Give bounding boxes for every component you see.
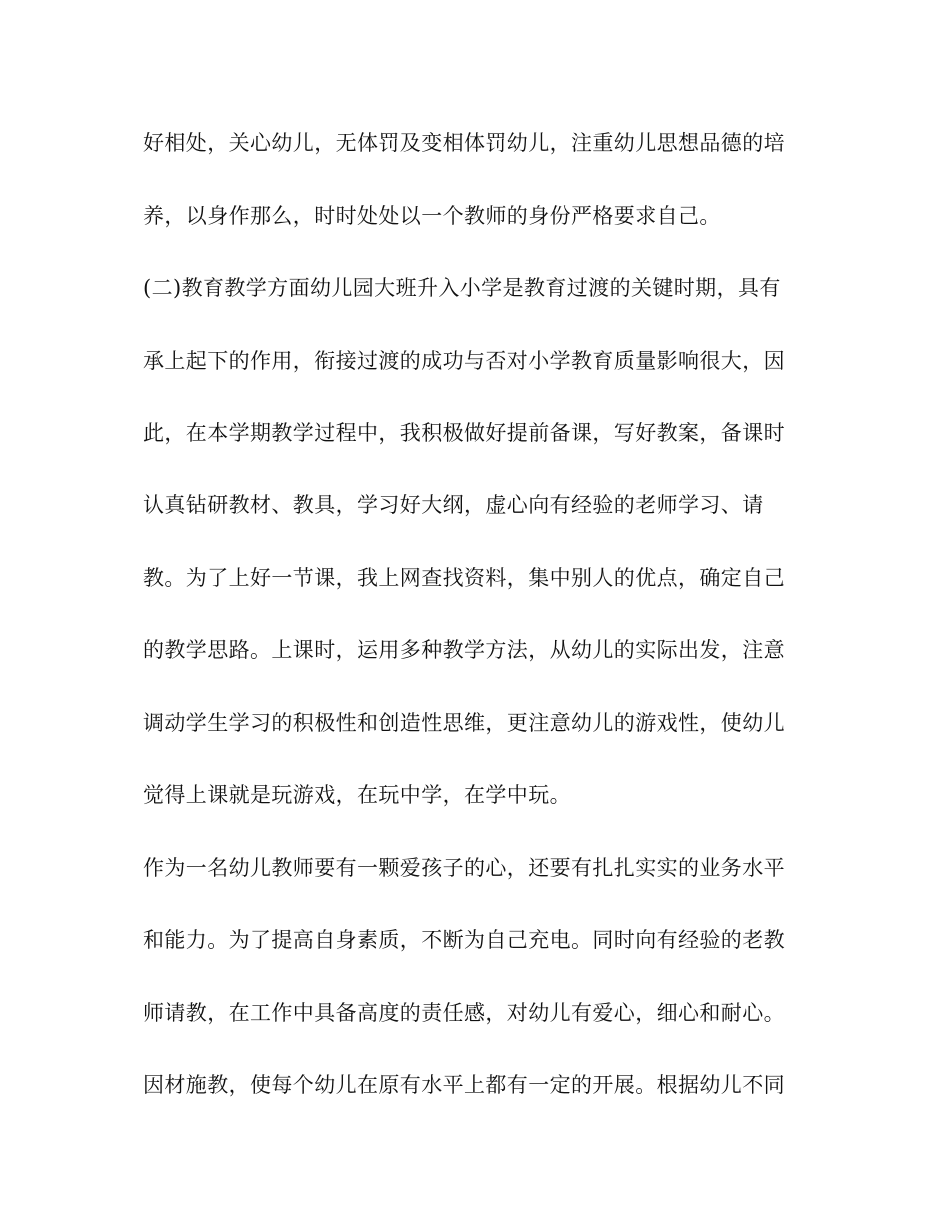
text-line-9: 调动学生学习的积极性和创造性思维，更注意幼儿的游戏性，使幼儿 bbox=[143, 711, 785, 735]
text-line-11: 作为一名幼儿教师要有一颗爱孩子的心，还要有扎扎实实的业务水平 bbox=[143, 856, 785, 880]
text-line-3: (二)教育教学方面幼儿园大班升入小学是教育过渡的关键时期，具有 bbox=[143, 276, 781, 300]
text-line-8: 的教学思路。上课时，运用多种教学方法，从幼儿的实际出发，注意 bbox=[143, 638, 785, 662]
text-line-6: 认真钻研教材、教具，学习好大纲，虚心向有经验的老师学习、请 bbox=[143, 493, 764, 517]
text-line-7: 教。为了上好一节课，我上网查找资料，集中别人的优点，确定自己 bbox=[143, 566, 785, 590]
text-line-14: 因材施教，使每个幼儿在原有水平上都有一定的开展。根据幼儿不同 bbox=[143, 1073, 785, 1097]
text-line-5: 此，在本学期教学过程中，我积极做好提前备课，写好教案，备课时 bbox=[143, 421, 785, 445]
text-line-10: 觉得上课就是玩游戏，在玩中学，在学中玩。 bbox=[143, 783, 571, 807]
text-line-2: 养，以身作那么，时时处处以一个教师的身份严格要求自己。 bbox=[143, 204, 721, 228]
text-line-12: 和能力。为了提高自身素质，不断为自己充电。同时向有经验的老教 bbox=[143, 928, 785, 952]
text-line-4: 承上起下的作用，衔接过渡的成功与否对小学教育质量影响很大，因 bbox=[143, 349, 785, 373]
text-line-1: 好相处，关心幼儿，无体罚及变相体罚幼儿，注重幼儿思想品德的培 bbox=[143, 131, 785, 155]
text-line-13: 师请教，在工作中具备高度的责任感，对幼儿有爱心，细心和耐心。 bbox=[143, 1001, 785, 1025]
